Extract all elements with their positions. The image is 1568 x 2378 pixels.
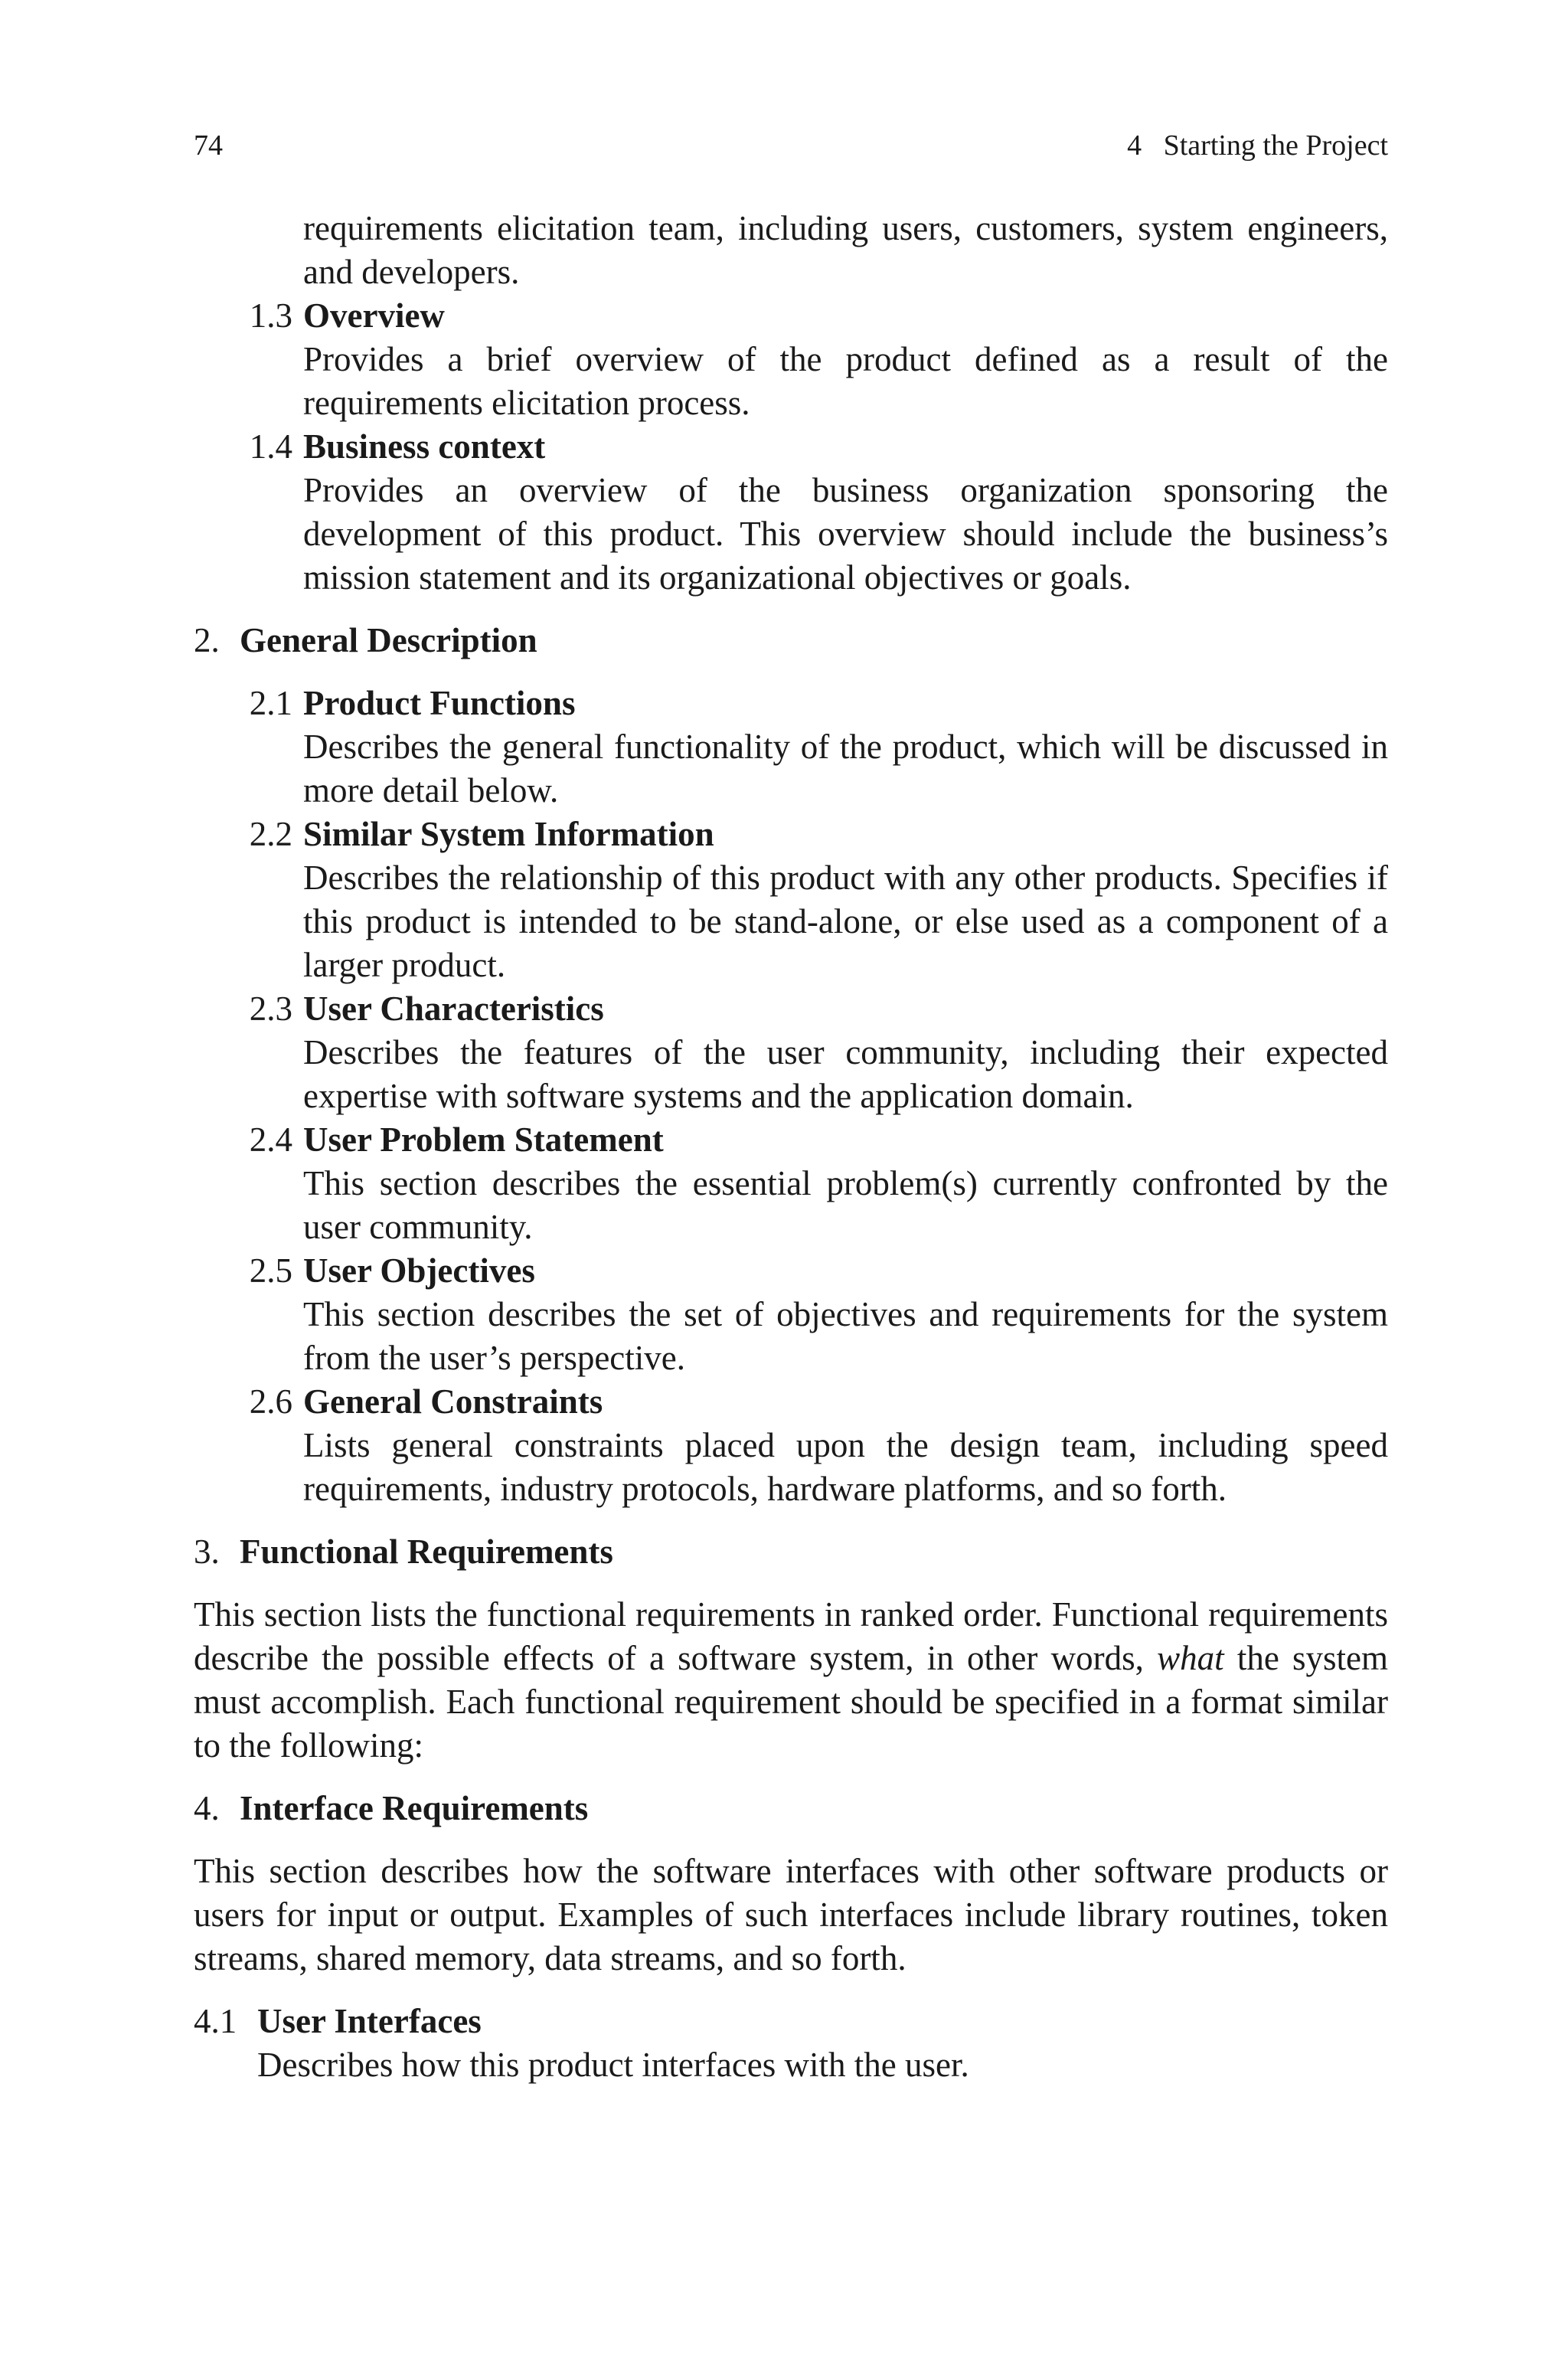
section-3-paragraph	[194, 1593, 1388, 1768]
subsection-2-1	[194, 682, 1388, 813]
subsection-title: Similar System Information	[303, 815, 714, 853]
subsection-number: 4.1	[194, 2002, 237, 2040]
subsection-title: User Problem Statement	[303, 1120, 664, 1159]
subsection-4-1	[194, 2000, 1388, 2087]
subsection-1-3	[194, 294, 1388, 425]
subsection-number: 1.4	[249, 427, 292, 466]
subsection-title: Overview	[303, 296, 445, 335]
section-heading-3	[194, 1530, 1388, 1574]
emphasis-text: what	[1157, 1639, 1224, 1677]
subsection-text: Provides an overview of the business organization sponsoring the development of this product. This overview should include the business’s mission statement and its organizational objectives or goals.	[303, 471, 1388, 597]
subsection-text: Describes the features of the user community, including their expected expertise with software systems and the application domain.	[303, 1033, 1388, 1115]
subsection-number: 2.1	[249, 684, 292, 722]
subsection-text: Describes the general functionality of the product, which will be discussed in more detail below.	[303, 728, 1388, 810]
subsection-2-5	[194, 1249, 1388, 1380]
subsection-title: Business context	[303, 427, 546, 466]
subsection-title: General Constraints	[303, 1382, 603, 1421]
subsection-title: User Objectives	[303, 1251, 535, 1290]
page-number: 74	[194, 129, 223, 162]
page-header	[194, 124, 1388, 167]
subsection-title: Product Functions	[303, 684, 576, 722]
section-heading-2	[194, 619, 1388, 662]
subsection-1-4	[194, 425, 1388, 600]
section-number: 3.	[194, 1532, 220, 1571]
running-head: 4 Starting the Project	[1127, 129, 1388, 162]
subsection-number: 2.4	[249, 1120, 292, 1159]
subsection-2-2	[194, 813, 1388, 987]
subsection-number: 2.6	[249, 1382, 292, 1421]
subsection-number: 1.3	[249, 296, 292, 335]
subsection-title: User Characteristics	[303, 989, 604, 1028]
subsection-2-3	[194, 987, 1388, 1118]
section-title: Interface Requirements	[240, 1789, 589, 1827]
subsection-title: User Interfaces	[257, 2002, 482, 2040]
section-number: 2.	[194, 621, 220, 659]
section-title: Functional Requirements	[240, 1532, 613, 1571]
subsection-text: This section describes the essential problem(s) currently confronted by the user community.	[303, 1164, 1388, 1246]
page-content	[194, 207, 1388, 2087]
section-heading-4	[194, 1787, 1388, 1830]
subsection-text: Lists general constraints placed upon the design team, including speed requirements, industry protocols, hardware platforms, and so forth.	[303, 1426, 1388, 1508]
continued-text: requirements elicitation team, including users, customers, system engineers, and developers.	[303, 209, 1388, 291]
subsection-text: This section describes the set of objectives and requirements for the system from the user’s perspective.	[303, 1295, 1388, 1377]
subsection-text: Describes how this product interfaces with the user.	[257, 2046, 969, 2084]
section-title: General Description	[240, 621, 537, 659]
subsection-text: Describes the relationship of this product with any other products. Specifies if this product is intended to be stand-alone, or else used as a component of a larger product.	[303, 859, 1388, 984]
subsection-2-6	[194, 1380, 1388, 1511]
subsection-number: 2.5	[249, 1251, 292, 1290]
subsection-text: Provides a brief overview of the product defined as a result of the requirements elicitation process.	[303, 340, 1388, 422]
subsection-number: 2.3	[249, 989, 292, 1028]
section-number: 4.	[194, 1789, 220, 1827]
paragraph-text: This section lists the functional requirements in ranked order. Functional requirements describe the possible effects of a software system, in other words,	[194, 1595, 1388, 1677]
subsection-2-4	[194, 1118, 1388, 1249]
paragraph-text-continued: the system must accomplish. Each functional requirement should be specified in a format similar to the following:	[194, 1639, 1388, 1765]
section-4-paragraph: This section describes how the software interfaces with other software products or users for input or output. Examples of such interfaces include library routines, token streams, shared memory, data streams, and so forth.	[194, 1852, 1388, 1977]
subsection-number: 2.2	[249, 815, 292, 853]
